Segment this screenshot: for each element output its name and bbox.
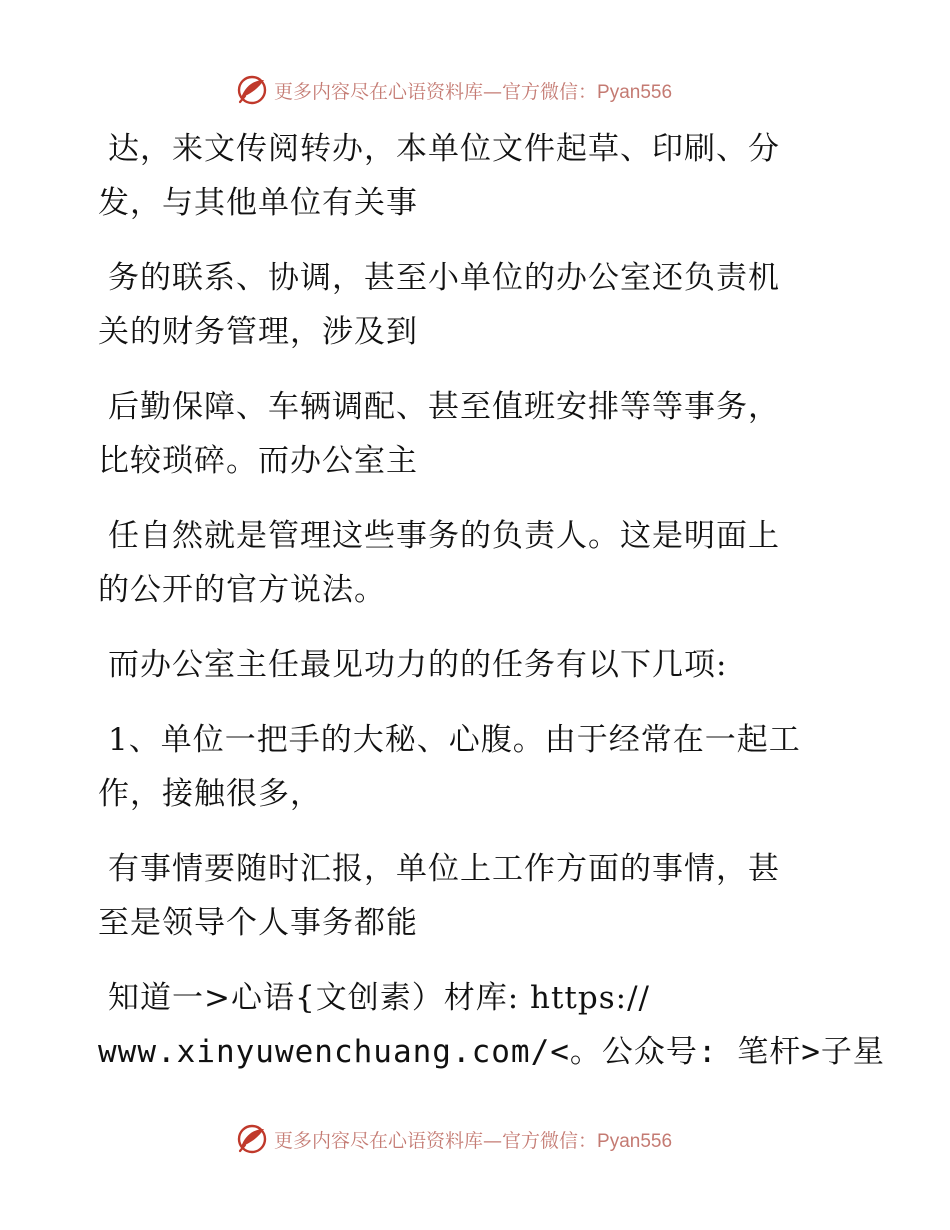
text-line: 达，来文传阅转办，本单位文件起草、印刷、分 — [108, 131, 780, 167]
text-line: 1、单位一把手的大秘、心腹。由于经常在一起工 — [108, 722, 801, 758]
text-line: 而办公室主任最见功力的的任务有以下几项: — [108, 647, 728, 683]
paragraph — [98, 122, 858, 230]
text-line: 关的财务管理，涉及到 — [98, 314, 418, 350]
paragraph — [98, 509, 858, 617]
watermark-text: 更多内容尽在心语资料库—官方微信：Pyan556 — [274, 1129, 673, 1152]
watermark-footer — [236, 1122, 672, 1156]
pen-nib-logo-icon — [236, 1123, 268, 1155]
paragraph — [98, 380, 858, 488]
paragraph — [98, 971, 885, 1079]
text-line: 至是领导个人事务都能 — [98, 905, 418, 941]
paragraph — [98, 842, 858, 950]
text-line: 有事情要随时汇报，单位上工作方面的事情，甚 — [108, 851, 780, 887]
pen-nib-logo-icon — [236, 74, 268, 106]
paragraph — [98, 713, 858, 821]
text-line: 作，接触很多， — [98, 776, 322, 812]
text-line: 比较琐碎。而办公室主 — [98, 443, 418, 479]
watermark-header — [236, 73, 672, 107]
text-line: 知道一>心语{文创素）材库: https:// — [108, 980, 650, 1016]
text-line: 发，与其他单位有关事 — [98, 185, 418, 221]
watermark-text: 更多内容尽在心语资料库—官方微信：Pyan556 — [274, 80, 673, 103]
text-line: 的公开的官方说法。 — [98, 572, 386, 608]
text-line: 务的联系、协调，甚至小单位的办公室还负责机 — [108, 260, 780, 296]
paragraph — [98, 251, 858, 359]
document-body — [98, 122, 885, 1079]
paragraph — [98, 638, 858, 692]
text-line: 后勤保障、车辆调配、甚至值班安排等等事务， — [108, 389, 780, 425]
text-line: www.xinyuwenchuang.com/<。公众号: 笔杆>子星 — [98, 1034, 885, 1070]
text-line: 任自然就是管理这些事务的负责人。这是明面上 — [108, 518, 780, 554]
